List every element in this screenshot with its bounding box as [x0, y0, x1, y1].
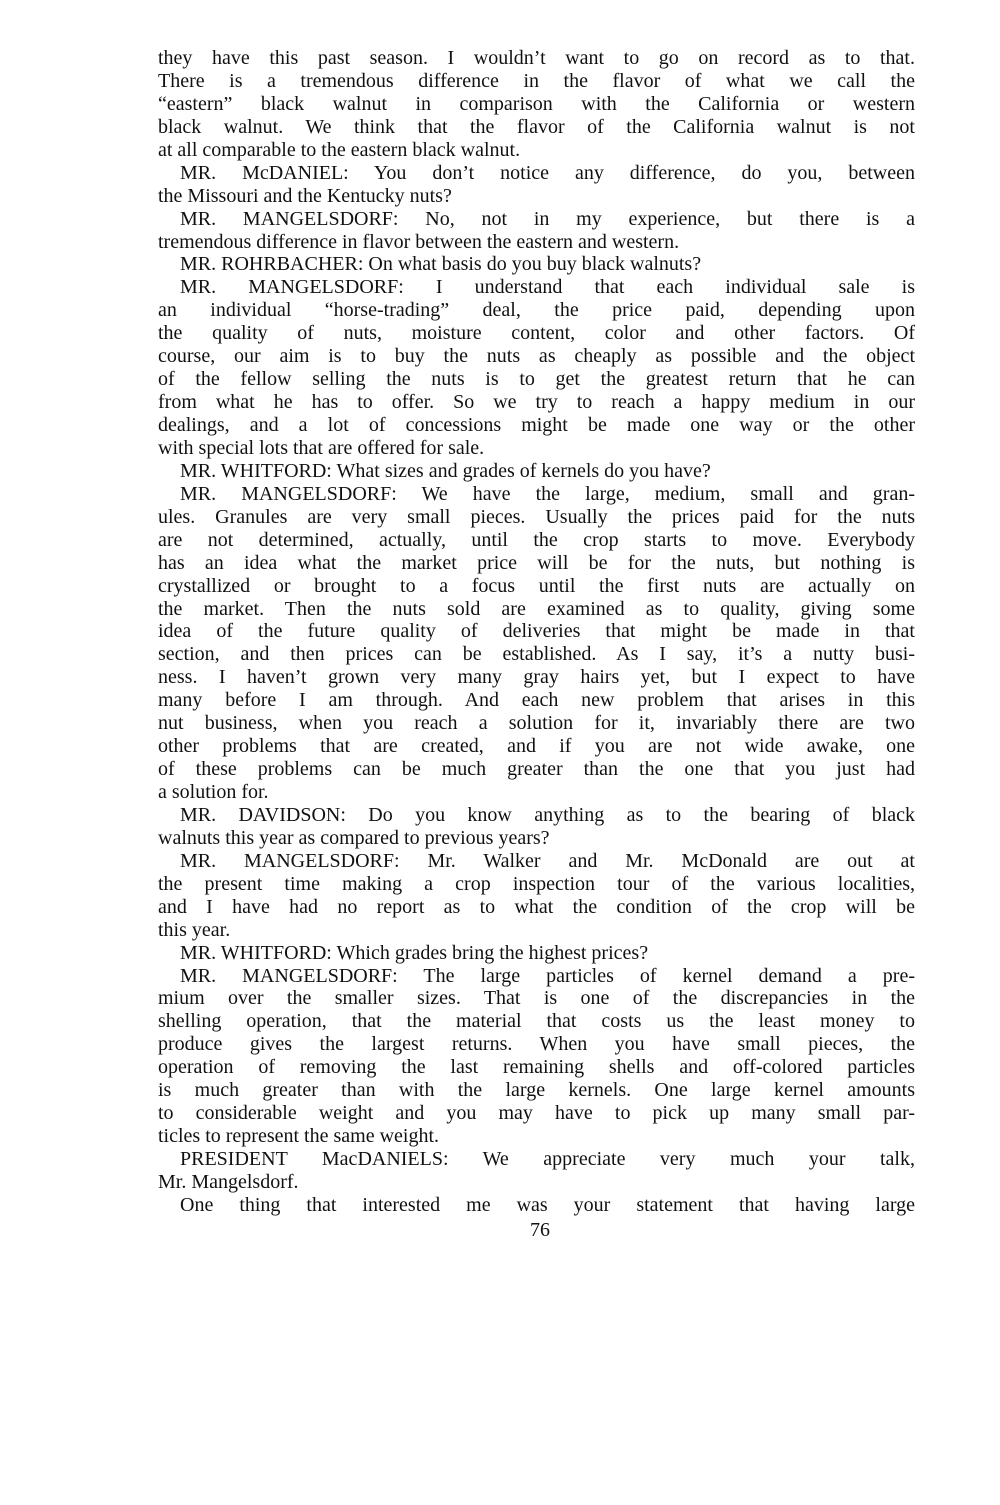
text-line: are not determined, actually, until the crop starts to move. Everybody [158, 528, 915, 551]
text-line: to considerable weight and you may have to pick up many small par- [158, 1102, 915, 1125]
paragraph [158, 276, 915, 460]
text-line: from what he has to offer. So we try to reach a happy medium in our [158, 391, 915, 414]
text-line: is much greater than with the large kernels. One large kernel amounts [158, 1079, 915, 1102]
paragraph [158, 253, 915, 276]
text-line: the Missouri and the Kentucky nuts? [158, 184, 452, 207]
text-line: produce gives the largest returns. When you have small pieces, the [158, 1033, 915, 1056]
text-line: course, our aim is to buy the nuts as cheaply as possible and the object [158, 345, 915, 368]
paragraph [158, 1148, 915, 1194]
text-line: MR. ROHRBACHER: On what basis do you buy black walnuts? [180, 253, 702, 276]
text-line: of these problems can be much greater than the one that you just had [158, 758, 915, 781]
paragraph [158, 850, 915, 942]
paragraph [158, 942, 915, 965]
text-line: ness. I haven’t grown very many gray hairs yet, but I expect to have [158, 666, 915, 689]
text-line: shelling operation, that the material that costs us the least money to [158, 1010, 915, 1033]
text-line: black walnut. We think that the flavor of the California walnut is not [158, 115, 915, 138]
text-line: MR. WHITFORD: What sizes and grades of kernels do you have? [180, 459, 711, 482]
text-line: and I have had no report as to what the condition of the crop will be [158, 895, 915, 918]
paragraph [158, 483, 915, 804]
text-line: ticles to represent the same weight. [158, 1125, 440, 1148]
text-line: at all comparable to the eastern black walnut. [158, 138, 521, 161]
text-line: they have this past season. I wouldn’t want to go on record as to that. [158, 47, 915, 69]
text-line: section, and then prices can be established. As I say, it’s a nutty busi- [158, 643, 915, 666]
text-line: MR. MANGELSDORF: Mr. Walker and Mr. McDonald are out at [180, 849, 915, 872]
text-line: MR. MANGELSDORF: We have the large, medium, small and gran- [180, 482, 915, 505]
text-line: an individual “horse-trading” deal, the price paid, depending upon [158, 299, 915, 322]
text-line: crystallized or brought to a focus until the first nuts are actually on [158, 574, 915, 597]
page-body-text [158, 47, 915, 1217]
text-line: this year. [158, 918, 231, 941]
text-line: MR. WHITFORD: Which grades bring the highest prices? [180, 941, 649, 964]
text-line: of the fellow selling the nuts is to get the greatest return that he can [158, 368, 915, 391]
paragraph [158, 804, 915, 850]
text-line: MR. MANGELSDORF: No, not in my experience, but there is a [180, 207, 915, 230]
text-line: PRESIDENT MacDANIELS: We appreciate very much your talk, [180, 1148, 915, 1170]
text-line: with special lots that are offered for sale. [158, 436, 485, 459]
paragraph [158, 47, 915, 162]
text-line: MR. McDANIEL: You don’t notice any difference, do you, between [180, 161, 915, 184]
text-line: a solution for. [158, 781, 269, 803]
text-line: the quality of nuts, moisture content, color and other factors. Of [158, 322, 915, 345]
text-line: the market. Then the nuts sold are examined as to quality, giving some [158, 597, 915, 620]
text-line: operation of removing the last remaining shells and off-colored particles [158, 1056, 915, 1079]
paragraph [158, 162, 915, 208]
text-line: walnuts this year as compared to previous years? [158, 826, 550, 849]
text-line: other problems that are created, and if you are not wide awake, one [158, 735, 915, 758]
text-line: ules. Granules are very small pieces. Usually the prices paid for the nuts [158, 505, 915, 528]
paragraph [158, 965, 915, 1149]
text-line: MR. MANGELSDORF: The large particles of kernel demand a pre- [180, 964, 915, 987]
text-line: There is a tremendous difference in the flavor of what we call the [158, 69, 915, 92]
text-line: nut business, when you reach a solution for it, invariably there are two [158, 712, 915, 735]
text-line: MR. MANGELSDORF: I understand that each individual sale is [180, 276, 915, 299]
text-line: mium over the smaller sizes. That is one of the discrepancies in the [158, 987, 915, 1010]
paragraph [158, 208, 915, 254]
page-number: 76 [530, 1219, 550, 1241]
text-line: tremendous difference in flavor between the eastern and western. [158, 230, 680, 253]
text-line: dealings, and a lot of concessions might be made one way or the other [158, 414, 915, 436]
text-line: MR. DAVIDSON: Do you know anything as to the bearing of black [180, 803, 915, 826]
text-line: One thing that interested me was your statement that having large [180, 1193, 915, 1216]
text-line: has an idea what the market price will be for the nuts, but nothing is [158, 551, 915, 574]
text-line: Mr. Mangelsdorf. [158, 1170, 299, 1193]
text-line: many before I am through. And each new problem that arises in this [158, 689, 915, 712]
text-line: the present time making a crop inspection tour of the various localities, [158, 872, 915, 895]
text-line: idea of the future quality of deliveries that might be made in that [158, 620, 915, 643]
paragraph [158, 1194, 915, 1217]
paragraph [158, 460, 915, 483]
text-line: “eastern” black walnut in comparison with the California or western [158, 92, 915, 115]
